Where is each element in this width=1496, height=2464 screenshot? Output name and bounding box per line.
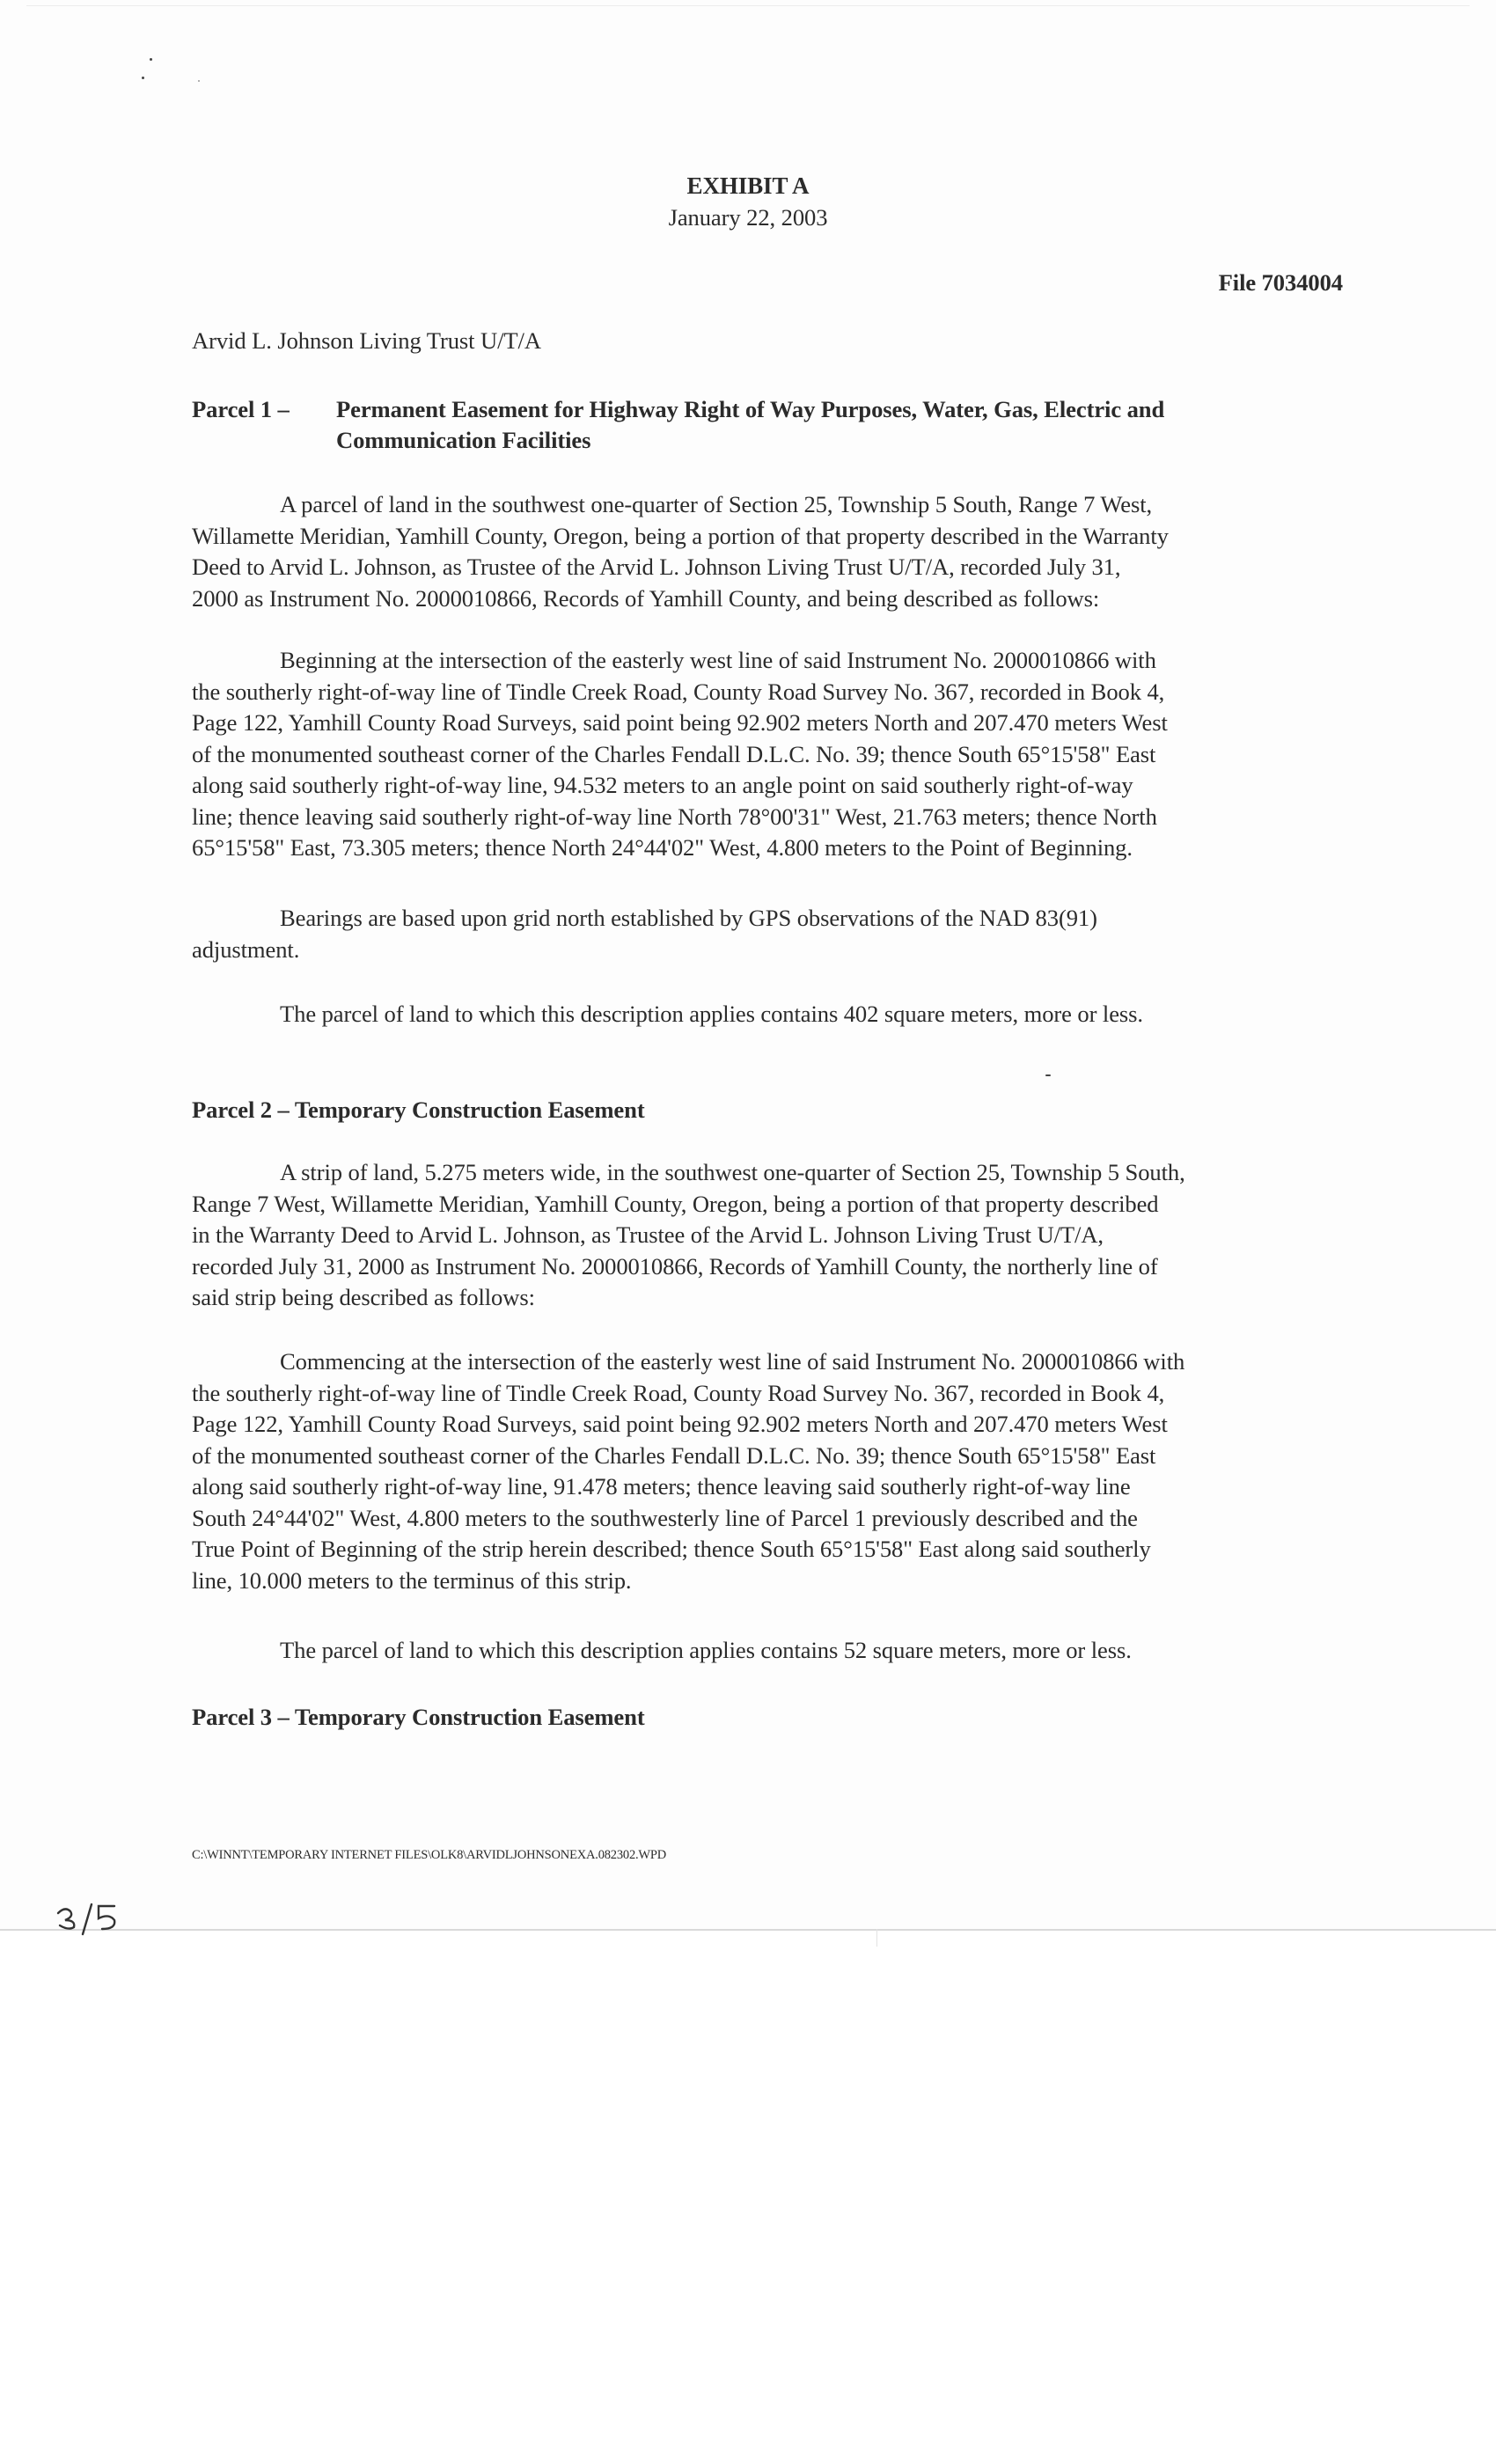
- parcel-1-area: [192, 999, 1362, 1030]
- parcel-1-title: Permanent Easement for Highway Right of Way Purposes, Water, Gas, Electric and: [336, 396, 1165, 422]
- text-line: the southerly right-of-way line of Tindle Creek Road, County Road Survey No. 367, recorded in Book 4,: [192, 1379, 1165, 1406]
- text-line: The parcel of land to which this description applies contains 402 square meters, more or less.: [280, 1001, 1143, 1027]
- scan-edge-mark: [876, 1929, 877, 1947]
- text-line: of the monumented southeast corner of the Charles Fendall D.L.C. No. 39; thence South 65°15'58" East: [192, 1441, 1156, 1469]
- text-line: along said southerly right-of-way line, 94.532 meters to an angle point on said southerly right-of-way: [192, 772, 1133, 798]
- scan-speck: [1045, 1074, 1051, 1076]
- parcel-2-description: [192, 1157, 1362, 1314]
- grantor-name: Arvid L. Johnson Living Trust U/T/A: [192, 327, 541, 354]
- text-line: adjustment.: [192, 935, 300, 963]
- text-line: in the Warranty Deed to Arvid L. Johnson, as Trustee of the Arvid L. Johnson Living Trust U/T/A,: [192, 1221, 1104, 1248]
- parcel-1-metes-and-bounds: [192, 645, 1362, 864]
- parcel-2-heading: Parcel 2 – Temporary Construction Easement: [192, 1096, 645, 1123]
- text-line: South 24°44'02" West, 4.800 meters to the southwesterly line of Parcel 1 previously described and the: [192, 1504, 1138, 1531]
- text-line: A strip of land, 5.275 meters wide, in the southwest one-quarter of Section 25, Township 5 South,: [280, 1159, 1185, 1185]
- scan-speck: [198, 80, 200, 82]
- text-line: Page 122, Yamhill County Road Surveys, said point being 92.902 meters North and 207.470 meters West: [192, 1411, 1168, 1437]
- text-line: Deed to Arvid L. Johnson, as Trustee of the Arvid L. Johnson Living Trust U/T/A, recorded July 31,: [192, 554, 1121, 580]
- text-line: Willamette Meridian, Yamhill County, Oregon, being a portion of that property described in the Warranty: [192, 522, 1169, 549]
- exhibit-title: EXHIBIT A: [686, 172, 810, 199]
- parcel-3-heading: Parcel 3 – Temporary Construction Easement: [192, 1704, 645, 1730]
- text-line: 65°15'58" East, 73.305 meters; thence North 24°44'02" West, 4.800 meters to the Point of Beginning.: [192, 834, 1133, 861]
- scan-speck: [150, 58, 152, 61]
- text-line: A parcel of land in the southwest one-quarter of Section 25, Township 5 South, Range 7 West,: [280, 491, 1153, 517]
- file-number: File 7034004: [1218, 269, 1343, 296]
- text-line: Commencing at the intersection of the easterly west line of said Instrument No. 2000010866 with: [280, 1348, 1185, 1375]
- text-line: line; thence leaving said southerly right-of-way line North 78°00'31" West, 21.763 meters; thence North: [192, 803, 1157, 830]
- parcel-2-metes-and-bounds: [192, 1346, 1362, 1596]
- text-line: Bearings are based upon grid north established by GPS observations of the NAD 83(91): [280, 905, 1097, 931]
- text-line: line, 10.000 meters to the terminus of this strip.: [192, 1566, 632, 1594]
- text-line: Beginning at the intersection of the easterly west line of said Instrument No. 2000010866 with: [280, 647, 1156, 673]
- parcel-3-heading-block: [192, 1702, 1362, 1734]
- parcel-1-description: [192, 489, 1362, 614]
- text-line: the southerly right-of-way line of Tindle Creek Road, County Road Survey No. 367, recorded in Book 4,: [192, 678, 1165, 705]
- text-line: 2000 as Instrument No. 2000010866, Records of Yamhill County, and being described as follows:: [192, 584, 1100, 612]
- exhibit-date: January 22, 2003: [668, 204, 828, 231]
- text-line: said strip being described as follows:: [192, 1284, 535, 1310]
- text-line: recorded July 31, 2000 as Instrument No. 2000010866, Records of Yamhill County, the northerly line of: [192, 1252, 1158, 1280]
- scan-speck: [142, 77, 144, 79]
- parcel-1-title: Communication Facilities: [336, 427, 591, 453]
- footer-file-path: C:\WINNT\TEMPORARY INTERNET FILES\OLK8\ARVIDLJOHNSONEXA.082302.WPD: [192, 1848, 667, 1862]
- text-line: of the monumented southeast corner of the Charles Fendall D.L.C. No. 39; thence South 65°15'58" East: [192, 740, 1156, 767]
- text-line: Page 122, Yamhill County Road Surveys, said point being 92.902 meters North and 207.470 meters West: [192, 709, 1168, 736]
- scan-edge-line: [26, 5, 1470, 6]
- text-line: along said southerly right-of-way line, 91.478 meters; thence leaving said southerly right-of-way line: [192, 1473, 1131, 1500]
- text-line: Range 7 West, Willamette Meridian, Yamhill County, Oregon, being a portion of that property described: [192, 1190, 1159, 1217]
- parcel-1-label: Parcel 1 –: [192, 396, 290, 422]
- text-line: True Point of Beginning of the strip herein described; thence South 65°15'58" East along said southerly: [192, 1536, 1151, 1562]
- text-line: The parcel of land to which this description applies contains 52 square meters, more or less.: [280, 1637, 1132, 1663]
- parcel-2-heading-block: [192, 1095, 1362, 1126]
- parcel-2-area: [192, 1635, 1362, 1667]
- handwritten-page-number: [53, 1892, 158, 1936]
- bearings-note: [192, 903, 1362, 965]
